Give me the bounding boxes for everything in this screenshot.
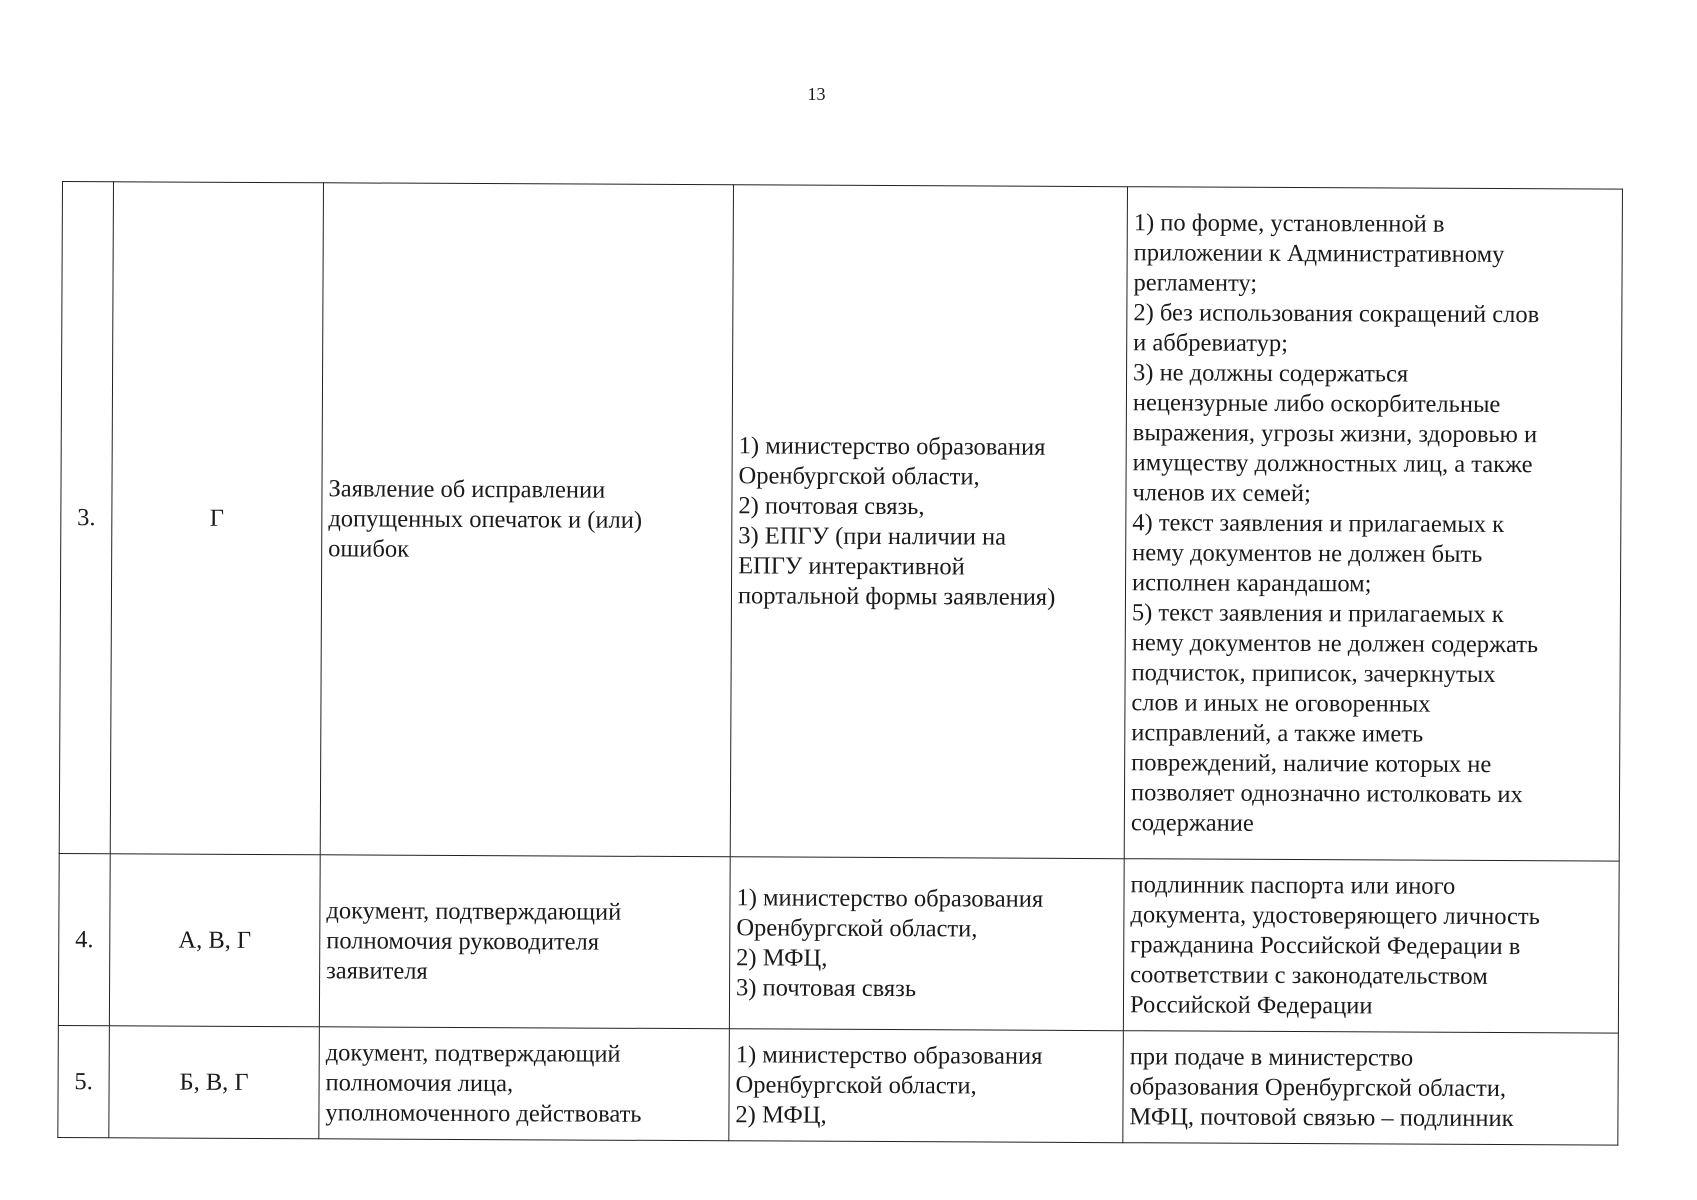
document-name-cell: документ, подтверждающий полномочия руководителя заявителя <box>319 855 730 1029</box>
applicant-category-cell: Г <box>110 182 323 855</box>
row-number-cell: 3. <box>59 182 113 854</box>
applicant-category-cell: А, В, Г <box>109 854 320 1027</box>
table-row <box>58 1025 1619 1145</box>
document-name-cell: Заявление об исправлении допущенных опечаток и (или) ошибок <box>320 183 733 857</box>
applicant-category-cell: Б, В, Г <box>109 1026 320 1139</box>
table-row <box>58 853 1619 1033</box>
requirements-cell: подлинник паспорта или иного документа, удостоверяющего личность гражданина Российской Федерации в соответствии с законодательством Российской Федерации <box>1123 859 1619 1033</box>
requirements-cell: при подаче в министерство образования Оренбургской области, МФЦ, почтовой связью – подлинник <box>1123 1031 1619 1145</box>
submission-method-cell: 1) министерство образования Оренбургской области, 2) МФЦ, 3) почтовая связь <box>729 857 1124 1031</box>
page-number: 13 <box>807 84 826 104</box>
submission-method-cell: 1) министерство образования Оренбургской области, 2) почтовая связь, 3) ЕПГУ (при наличии на ЕПГУ интерактивной портальной формы заявления) <box>730 185 1127 859</box>
row-number-cell: 5. <box>58 1025 110 1137</box>
table-row <box>59 182 1622 862</box>
requirements-cell: 1) по форме, установленной в приложении к Административному регламенту; 2) без использования сокращений слов и аббревиатур; 3) не должны содержаться нецензурные либо оскорбительные выражения, угрозы жизни, здоровью и имуществу должностных лиц, а также членов их семей; 4) текст заявления и прилагаемых к нему документов не должен быть исполнен карандашом; 5) текст заявления и прилагаемых к нему документов не должен содержать подчисток, приписок, зачеркнутых слов и иных не оговоренных исправлений, а также иметь повреждений, наличие которых не позволяет однозначно истолковать их содержание <box>1124 187 1622 861</box>
documents-table <box>57 181 1623 1146</box>
submission-method-cell: 1) министерство образования Оренбургской области, 2) МФЦ, <box>729 1029 1124 1143</box>
row-number-cell: 4. <box>58 853 110 1025</box>
document-name-cell: документ, подтверждающий полномочия лица, уполномоченного действовать <box>319 1027 730 1141</box>
